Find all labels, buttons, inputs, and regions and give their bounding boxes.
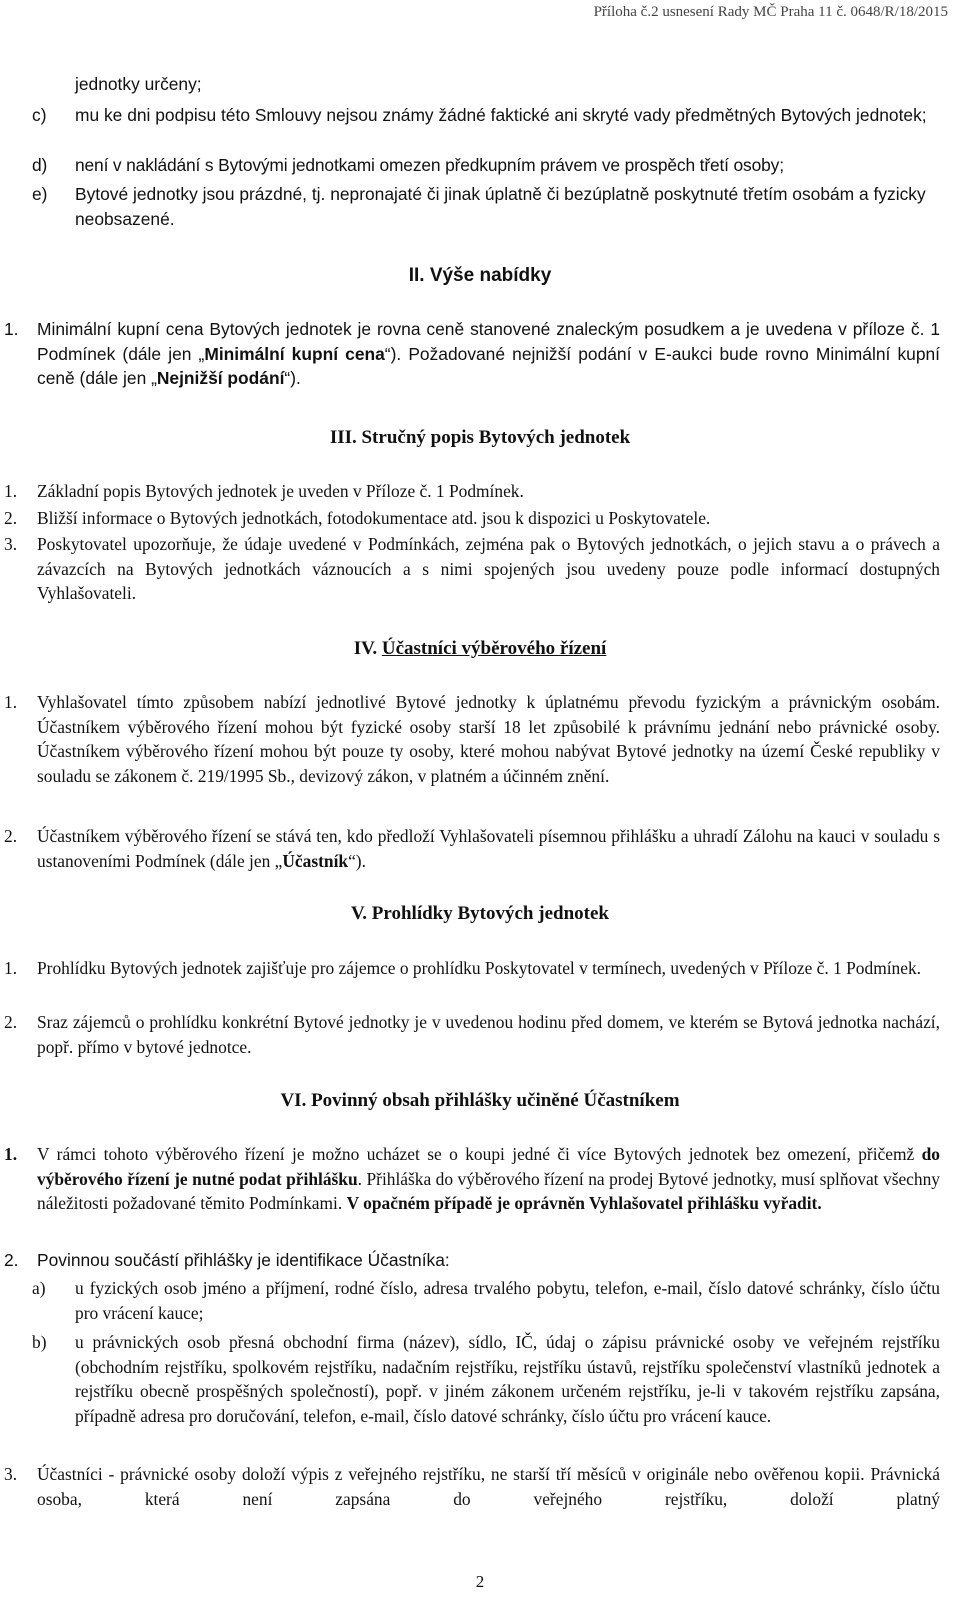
heading-number: IV. [353, 638, 378, 659]
section-heading-iv [0, 638, 960, 660]
bold-phrase: do výběrového řízení je nutné podat přihlášku [37, 1144, 940, 1189]
list-label: e) [32, 184, 48, 204]
section-vi-item-3 [4, 1462, 940, 1511]
section-heading-ii: II. Výše nabídky [408, 265, 552, 286]
section-v-item-1 [4, 956, 940, 981]
bold-phrase: V opačném případě je oprávněn Vyhlašovatel přihlášku vyřadit. [346, 1193, 822, 1214]
list-label: d) [32, 155, 48, 175]
section-vi-item-b [32, 1330, 940, 1428]
section-vi-item-a [32, 1276, 940, 1325]
list-text: Prohlídku Bytových jednotek zajišťuje pro zájemce o prohlídku Poskytovatel v termínech, uvedených v Příloze č. 1 Podmínek. [37, 958, 922, 978]
list-label: 2. [4, 1012, 18, 1032]
list-label: 2. [4, 508, 18, 528]
text-part: . Přihláška do výběrového řízení na prodej Bytové jednotky, musí splňovat všechny náležitosti požadované těmito Podmínkami. [37, 1168, 940, 1214]
section-heading-vi: VI. Povinný obsah přihlášky učiněné Účastníkem [280, 1090, 680, 1111]
page-number: 2 [475, 1572, 485, 1591]
list-text: u právnických osob přesná obchodní firma (název), sídlo, IČ, údaj o zápisu právnické osoby ve veřejném rejstříku (obchodním rejstříku, spolkovém rejstříku, nadačním rejstříku, rejstříku ústavů, rejstříku společenství vlastníků jednotek a rejstříku obecně prospěšných společností), popř. v jiném zákonem určeném rejstříku, je-li v takovém rejstříku zapsána, případně adresa pro doručování, telefon, e-mail, číslo datové schránky, číslo účtu pro vrácení kauce. [75, 1332, 940, 1426]
section-vi-item-1 [4, 1142, 940, 1216]
list-text: mu ke dni podpisu této Smlouvy nejsou známy žádné faktické ani skryté vady předmětných Bytových jednotek; [75, 105, 927, 125]
heading-title: Účastníci výběrového řízení [381, 638, 607, 659]
list-item-c [32, 103, 940, 128]
text-part: Minimální kupní cena Bytových jednotek je rovna ceně stanovené znaleckým posudkem a je uvedena v příloze č. 1 Podmínek (dále jen „ [37, 319, 940, 364]
section-iii-item-3 [4, 532, 940, 606]
section-heading-v: V. Prohlídky Bytových jednotek [351, 903, 609, 924]
section-vi-item-2 [4, 1248, 940, 1273]
section-heading-iii: III. Stručný popis Bytových jednotek [329, 427, 631, 448]
list-label: 3. [4, 534, 18, 554]
list-text: Bližší informace o Bytových jednotkách, fotodokumentace atd. jsou k dispozici u Poskytovatele. [37, 508, 711, 528]
list-label: b) [32, 1332, 47, 1352]
continuation-text: jednotky určeny; [75, 74, 202, 94]
list-label: 1. [4, 958, 18, 978]
text-part: “). [284, 368, 301, 389]
list-label: 2. [4, 826, 18, 846]
list-label: 3. [4, 1464, 18, 1484]
section-iii-item-1 [4, 479, 940, 504]
section-iii-item-2 [4, 506, 940, 531]
list-label: 1. [4, 319, 19, 339]
list-item-continuation [75, 72, 940, 97]
section-ii-item-1 [4, 317, 940, 391]
text-part: Účastníkem výběrového řízení se stává ten, kdo předloží Vyhlašovateli písemnou přihlášku a uhradí Zálohu na kauci v souladu s ustanoveními Podmínek (dále jen „ [37, 826, 940, 871]
text-part: V rámci tohoto výběrového řízení je možno ucházet se o koupi jedné či více Bytových jednotek bez omezení, přičemž [37, 1144, 922, 1164]
list-text: není v nakládání s Bytovými jednotkami omezen předkupním právem ve prospěch třetí osoby; [75, 155, 784, 175]
list-text: Základní popis Bytových jednotek je uveden v Příloze č. 1 Podmínek. [37, 481, 524, 501]
list-text: Bytové jednotky jsou prázdné, tj. nepronajaté či jinak úplatně či bezúplatně poskytnuté třetím osobám a fyzicky neobsazené. [75, 184, 926, 229]
list-text: Povinnou součástí přihlášky je identifikace Účastníka: [37, 1250, 450, 1270]
text-part: “). Požadované nejnižší podání v E-aukci bude rovno Minimální kupní ceně (dále jen „ [37, 343, 940, 389]
list-label: a) [32, 1278, 46, 1298]
list-item-e [32, 182, 940, 231]
term-minimalni-kupni-cena: Minimální kupní cena [204, 343, 385, 364]
section-v-item-2 [4, 1010, 940, 1059]
list-text: Poskytovatel upozorňuje, že údaje uvedené v Podmínkách, zejména pak o Bytových jednotkách, o jejich stavu a o právech a závazcích na Bytových jednotkách váznoucích a s nimi spojených jsou uvedeny pouze podle informací dostupných Vyhlašovateli. [37, 534, 940, 604]
list-label: 1. [4, 1144, 18, 1164]
list-text: Účastníci - právnické osoby doloží výpis z veřejného rejstříku, ne starší tří měsíců v originále nebo ověřenou kopii. Právnická osoba, která není zapsána do veřejného rejstříku, doloží platný [37, 1464, 940, 1509]
list-label: 2. [4, 1250, 19, 1270]
list-text: Vyhlašovatel tímto způsobem nabízí jednotlivé Bytové jednotky k úplatnému převodu fyzickým a právnickým osobám. Účastníkem výběrového řízení mohou být fyzické osoby starší 18 let způsobilé k právnímu jednání nebo právnické osoby. Účastníkem výběrového řízení mohou být pouze ty osoby, které mohou nabývat Bytové jednotky na území České republiky v souladu se zákonem č. 219/1995 Sb., devizový zákon, v platném a účinném znění. [37, 692, 940, 786]
term-ucastnik: Účastník [282, 850, 349, 871]
section-iv-item-1 [4, 690, 940, 788]
list-label: 1. [4, 692, 18, 712]
list-label: 1. [4, 481, 18, 501]
page-header: Příloha č.2 usnesení Rady MČ Praha 11 č. 0648/R/18/2015 [593, 4, 948, 20]
text-part: “). [348, 850, 366, 871]
section-iv-item-2 [4, 824, 940, 873]
term-nejnizsi-podani: Nejnižší podání [156, 368, 285, 389]
list-text: Sraz zájemců o prohlídku konkrétní Bytové jednotky je v uvedenou hodinu před domem, ve kterém se Bytová jednotka nachází, popř. přímo v bytové jednotce. [37, 1012, 940, 1057]
list-label: c) [32, 105, 47, 125]
list-text: u fyzických osob jméno a příjmení, rodné číslo, adresa trvalého pobytu, telefon, e-mail, číslo datové schránky, číslo účtu pro vrácení kauce; [75, 1278, 940, 1323]
list-item-d [32, 153, 940, 178]
